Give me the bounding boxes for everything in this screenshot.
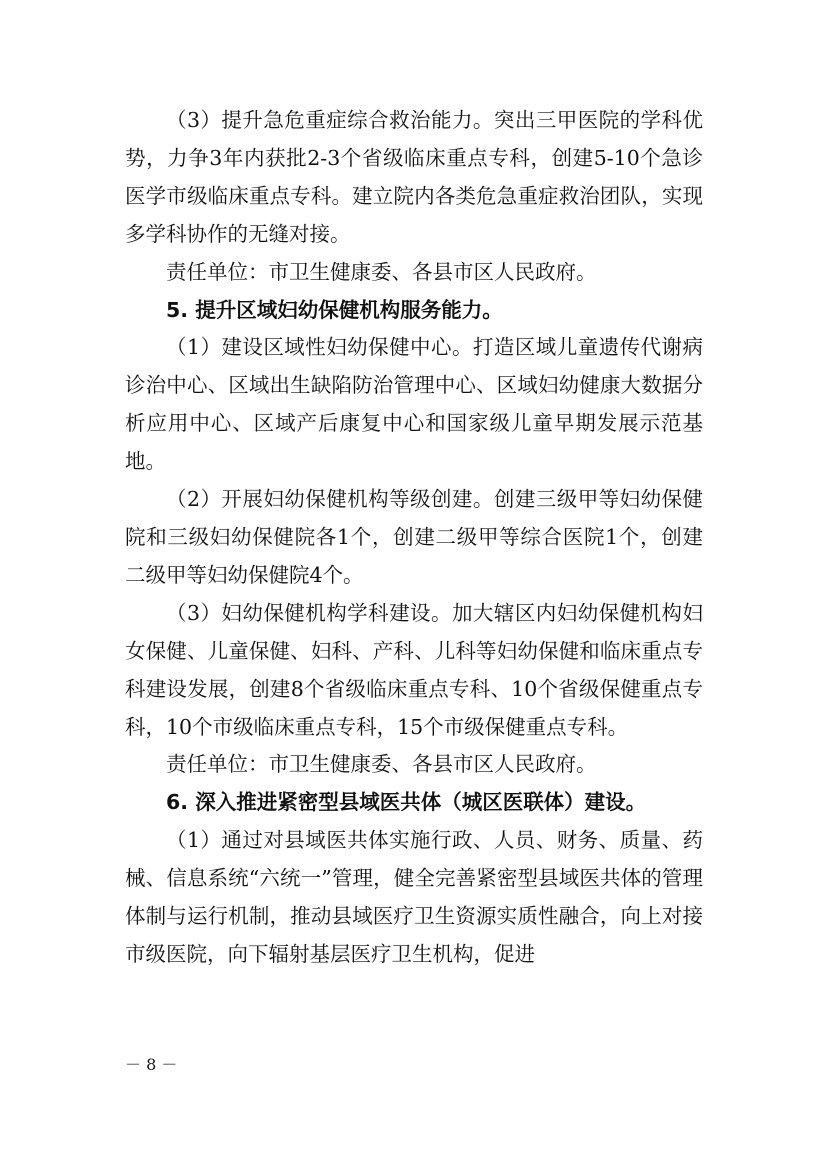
document-body [125,102,703,974]
paragraph-regional-center: （1）建设区域性妇幼保健中心。打造区域儿童遗传代谢病诊治中心、区域出生缺陷防治管理中心、区域妇幼健康大数据分析应用中心、区域产后康复中心和国家级儿童早期发展示范基地。 [125,335,703,474]
section-heading-5: 5. 提升区域妇幼保健机构服务能力。 [166,297,503,322]
responsible-units-paragraph: 责任单位：市卫生健康委、各县市区人民政府。 [166,752,597,777]
section-heading-6: 6. 深入推进紧密型县域医共体（城区医联体）建设。 [166,790,647,815]
page-number: － 8 － [125,1055,178,1074]
paragraph-county-medical-community: （1）通过对县域医共体实施行政、人员、财务、质量、药械、信息系统“六统一”管理，健全完善紧密型县域医共体的管理体制与运行机制，推动县域医疗卫生资源实质性融合，向上对接市级医院，向下辐射基层医疗卫生机构，促进 [125,828,703,966]
paragraph-discipline-building: （3）妇幼保健机构学科建设。加大辖区内妇幼保健机构妇女保健、儿童保健、妇科、产科、儿科等妇幼保健和临床重点专科建设发展，创建8个省级临床重点专科、10个省级保健重点专科，10个市级临床重点专科，15个市级保健重点专科。 [125,600,703,739]
paragraph-emergency-care: （3）提升急危重症综合救治能力。突出三甲医院的学科优势，力争3年内获批2-3个省级临床重点专科，创建5-10个急诊医学市级临床重点专科。建立院内各类危急重症救治团队，实现多学科协作的无缝对接。 [125,108,703,246]
paragraph-grade-creation: （2）开展妇幼保健机构等级创建。创建三级甲等妇幼保健院和三级妇幼保健院各1个，创建二级甲等综合医院1个，创建二级甲等妇幼保健院4个。 [125,487,703,587]
responsible-units-paragraph: 责任单位：市卫生健康委、各县市区人民政府。 [166,259,597,284]
